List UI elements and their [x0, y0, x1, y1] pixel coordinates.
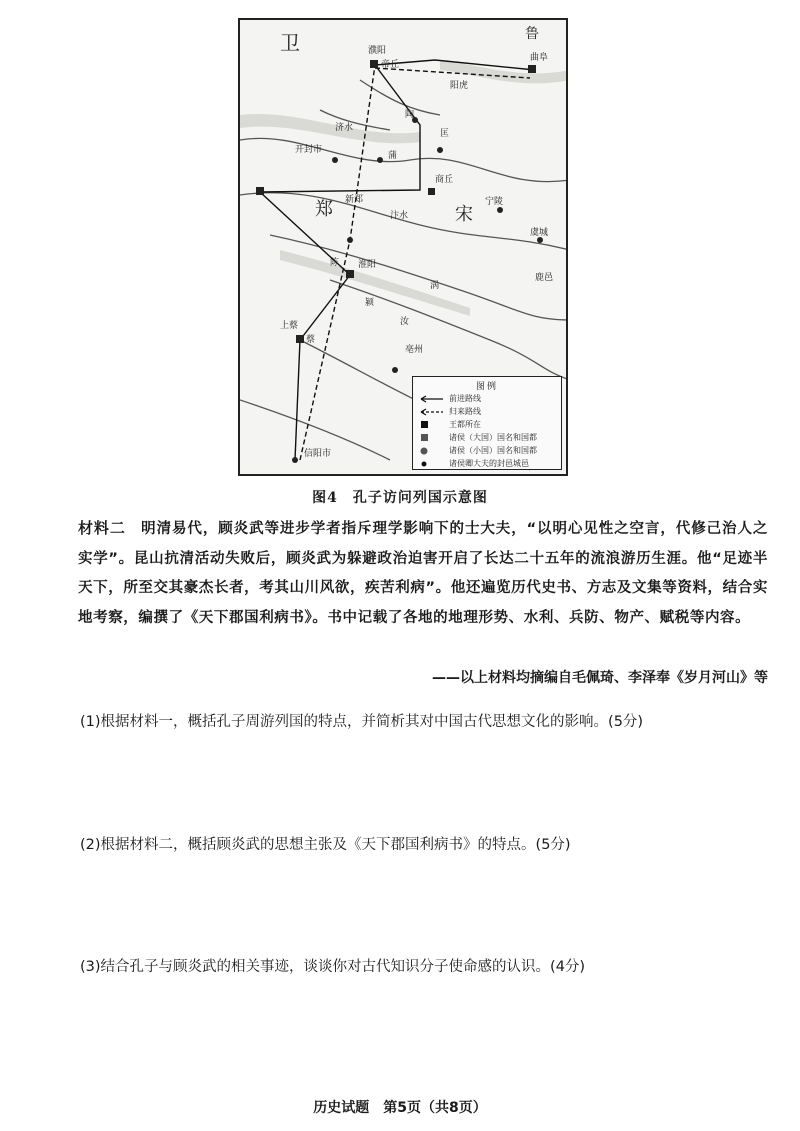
- place-label: 上蔡: [280, 321, 299, 331]
- legend-item: [413, 418, 561, 431]
- river-line: [270, 235, 568, 320]
- river-line: [240, 138, 568, 181]
- figure-caption: 图4 孔子访问列国示意图: [312, 490, 488, 506]
- material-source: ——以上材料均摘编自毛佩琦、李泽奉《岁月河山》等: [432, 670, 768, 686]
- river-line: [240, 193, 568, 250]
- place-label: 信阳市: [304, 449, 332, 459]
- town-dot-icon: [419, 459, 445, 469]
- state-label: 郑: [315, 199, 333, 220]
- question-2: (2)根据材料二，概括顾炎武的思想主张及《天下郡国利病书》的特点。(5分): [80, 837, 571, 853]
- place-label: 虞城: [530, 228, 549, 238]
- city-marker: [428, 188, 435, 195]
- place-label: 鹿邑: [535, 273, 554, 283]
- place-label: 亳州: [405, 345, 424, 355]
- legend-label: 诸侯卿大夫的封邑城邑: [449, 459, 529, 468]
- town-marker: [392, 367, 398, 373]
- place-label: 帝丘: [381, 60, 400, 70]
- river-label: 汝: [400, 317, 410, 327]
- legend-label: 诸侯（大国）国名和国都: [449, 433, 537, 442]
- town-marker: [292, 457, 298, 463]
- town-marker: [377, 157, 383, 163]
- small-state-icon: [419, 446, 445, 456]
- place-label: 开封市: [295, 145, 323, 155]
- legend-item: [413, 444, 561, 457]
- place-label: 陶: [405, 110, 415, 120]
- city-marker: [528, 65, 536, 73]
- river-label: 颍: [365, 298, 375, 308]
- city-marker: [296, 335, 304, 343]
- legend-item: [413, 431, 561, 444]
- place-label: 新郑: [345, 195, 364, 205]
- place-label: 蔡: [306, 335, 316, 345]
- material-two: [78, 514, 768, 633]
- arrow-solid-icon: [419, 394, 445, 404]
- place-label: 濮阳: [368, 46, 387, 56]
- material-text: 明清易代，顾炎武等进步学者指斥理学影响下的士大夫，“以明心见性之空言，代修己治人之实学”。昆山抗清活动失败后，顾炎武为躲避政治迫害开启了长达二十五年的流浪游历生涯。他“足迹半天下，所至交其豪杰长者，考其山川风欲，疾苦利病”。他还遍览历代史书、方志及文集等资料，结合实地考察，编撰了《天下郡国利病书》。书中记载了各地的地理形势、水利、兵防、物产、赋税等内容。: [78, 521, 768, 626]
- legend-item: [413, 405, 561, 418]
- river-label: 济水: [335, 123, 354, 133]
- route-forward: [260, 192, 350, 460]
- material-lead: 材料二: [78, 519, 126, 537]
- town-marker: [332, 157, 338, 163]
- legend-label: 前进路线: [449, 394, 481, 403]
- legend-item: [413, 457, 561, 470]
- place-label: 匡: [440, 129, 450, 139]
- capital-square-icon: [419, 420, 445, 430]
- place-label: 蒲: [388, 151, 398, 161]
- map-figure: [238, 18, 568, 476]
- legend-title: 图例: [475, 382, 498, 392]
- place-label: 曲阜: [530, 53, 549, 63]
- page-footer: 历史试题 第5页（共8页）: [313, 1100, 487, 1116]
- state-label: 卫: [280, 31, 300, 55]
- place-label: 阳虎: [450, 81, 469, 91]
- city-marker: [256, 187, 264, 195]
- place-label: 商丘: [435, 175, 454, 185]
- question-1: (1)根据材料一，概括孔子周游列国的特点，并简析其对中国古代思想文化的影响。(5分): [80, 714, 644, 730]
- legend-label: 王都所在: [449, 420, 481, 429]
- legend-item: [413, 392, 561, 405]
- place-label: 陈: [330, 258, 340, 268]
- river-line: [330, 280, 568, 380]
- city-marker: [346, 270, 354, 278]
- river-label: 涡: [430, 281, 440, 291]
- terrain-band: [440, 60, 568, 83]
- arrow-dashed-icon: [419, 407, 445, 417]
- large-state-icon: [419, 433, 445, 443]
- place-label: 淮阳: [358, 260, 377, 270]
- place-label: 宁陵: [485, 197, 504, 207]
- legend-label: 诸侯（小国）国名和国都: [449, 446, 537, 455]
- river-label: 汴水: [390, 211, 409, 221]
- city-marker: [370, 60, 378, 68]
- town-marker: [437, 147, 443, 153]
- state-label: 鲁: [525, 26, 539, 42]
- state-label: 宋: [455, 204, 473, 225]
- legend-label: 归来路线: [449, 407, 481, 416]
- question-3: (3)结合孔子与顾炎武的相关事迹，谈谈你对古代知识分子使命感的认识。(4分): [80, 959, 586, 975]
- town-marker: [347, 237, 353, 243]
- town-marker: [497, 207, 503, 213]
- map-legend: [412, 376, 562, 470]
